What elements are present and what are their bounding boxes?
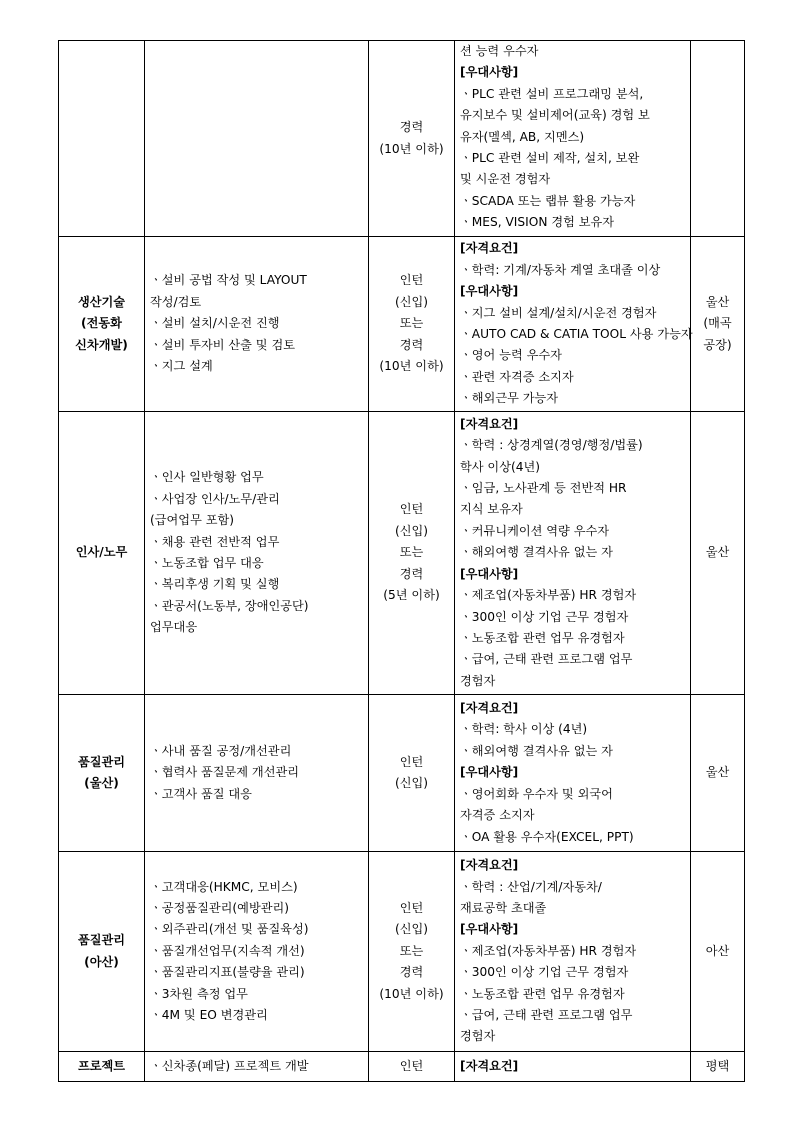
field-name-line: 신차개발)	[75, 337, 128, 352]
duties-list-line: ㆍ설비 설치/시운전 진행	[150, 316, 280, 331]
requirement-line: ㆍ학력: 학사 이상 (4년)	[460, 722, 588, 737]
requirement-line: ㆍ300인 이상 기업 근무 경험자	[460, 609, 629, 624]
requirement-line: 및 시운전 경험자	[460, 172, 551, 187]
work-location-cell	[691, 695, 745, 852]
employment-type-cell	[369, 695, 455, 852]
requirement-line: 재료공학 초대졸	[460, 900, 547, 915]
job-row	[59, 1052, 745, 1082]
work-location-line: 울산	[705, 765, 730, 780]
field-name-line: 생산기술	[77, 294, 126, 309]
employment-type-line: 인턴	[399, 900, 424, 915]
requirement-line: ㆍ학력 : 상경계열(경영/행정/법률)	[460, 438, 643, 453]
requirement-heading: [자격요건]	[460, 701, 519, 716]
requirement-line: ㆍ급여, 근태 관련 프로그램 업무	[460, 1008, 633, 1023]
requirement-line: ㆍ해외여행 결격사유 없는 자	[460, 545, 613, 560]
requirement-line: 학사 이상(4년)	[460, 459, 541, 474]
requirement-heading: [우대사항]	[460, 65, 519, 80]
employment-type-line: 또는	[399, 545, 424, 560]
duties-list-cell	[145, 1052, 369, 1082]
employment-type-line: 또는	[399, 943, 424, 958]
employment-type-cell	[369, 1052, 455, 1082]
job-row	[59, 412, 745, 695]
requirement-heading: [우대사항]	[460, 922, 519, 937]
requirement-line: ㆍPLC 관련 설비 제작, 설치, 보완	[460, 151, 640, 166]
duties-list-line: ㆍ공정품질관리(예방관리)	[150, 900, 290, 915]
employment-type-cell	[369, 237, 455, 412]
job-row	[59, 852, 745, 1052]
duties-list-line: (급여업무 포함)	[150, 513, 235, 528]
duties-list-line: ㆍ지그 설계	[150, 359, 213, 374]
duties-list-line: ㆍ고객사 품질 대응	[150, 786, 252, 801]
requirement-heading: [자격요건]	[460, 241, 519, 256]
duties-list-cell	[145, 852, 369, 1052]
requirement-heading: [우대사항]	[460, 765, 519, 780]
employment-type-line: (10년 이하)	[379, 141, 444, 156]
requirement-line: ㆍ임금, 노사관계 등 전반적 HR	[460, 481, 627, 496]
requirement-line: ㆍ노동조합 관련 업무 유경험자	[460, 986, 625, 1001]
requirements-list-cell	[455, 695, 691, 852]
requirement-line: ㆍSCADA 또는 랩뷰 활용 가능자	[460, 193, 636, 208]
employment-type-cell	[369, 41, 455, 237]
requirement-heading: [자격요건]	[460, 416, 519, 431]
work-location-line: 울산	[705, 294, 730, 309]
duties-list-line: ㆍ복리후생 기획 및 실행	[150, 577, 280, 592]
field-name-line: (아산)	[84, 954, 119, 969]
work-location-cell	[691, 412, 745, 695]
requirement-line: ㆍ급여, 근태 관련 프로그램 업무	[460, 652, 633, 667]
requirement-line: ㆍMES, VISION 경험 보유자	[460, 215, 615, 230]
work-location-cell	[691, 852, 745, 1052]
requirement-line: ㆍ300인 이상 기업 근무 경험자	[460, 965, 629, 980]
requirements-list-cell	[455, 41, 691, 237]
duties-list-line: ㆍ사내 품질 공정/개선관리	[150, 743, 292, 758]
employment-type-line: 경력	[399, 566, 424, 581]
duties-list-line: ㆍ3차원 측정 업무	[150, 986, 248, 1001]
requirement-line: ㆍ제조업(자동차부품) HR 경험자	[460, 588, 637, 603]
employment-type-line: 인턴	[399, 1058, 424, 1073]
duties-list-line: ㆍ신차종(페달) 프로젝트 개발	[150, 1058, 309, 1073]
employment-type-cell	[369, 852, 455, 1052]
requirement-heading: [우대사항]	[460, 284, 519, 299]
requirement-heading: [자격요건]	[460, 858, 519, 873]
requirements-list-cell	[455, 412, 691, 695]
employment-type-line: (신입)	[394, 922, 429, 937]
duties-list-line: ㆍ품질개선업무(지속적 개선)	[150, 943, 305, 958]
job-row	[59, 695, 745, 852]
duties-list-line: ㆍ고객대응(HKMC, 모비스)	[150, 879, 298, 894]
duties-list-line: ㆍ인사 일반형황 업무	[150, 470, 264, 485]
employment-type-line: (신입)	[394, 294, 429, 309]
requirement-line: 지식 보유자	[460, 502, 523, 517]
duties-list-line: 작성/검토	[150, 294, 202, 309]
requirement-heading: [자격요건]	[460, 1058, 519, 1073]
duties-list-line: ㆍ설비 공법 작성 및 LAYOUT	[150, 273, 307, 288]
employment-type-cell	[369, 412, 455, 695]
requirement-line: ㆍ학력 : 산업/기계/자동차/	[460, 879, 602, 894]
employment-type-line: 경력	[399, 965, 424, 980]
work-location-cell	[691, 237, 745, 412]
employment-type-line: (신입)	[394, 776, 429, 790]
duties-list-line: ㆍ4M 및 EO 변경관리	[150, 1008, 268, 1023]
requirement-line: 유자(멜섹, AB, 지멘스)	[460, 129, 585, 144]
field-name-line: (전동화	[81, 316, 122, 331]
field-name-cell	[59, 412, 145, 695]
requirement-line: 션 능력 우수자	[460, 44, 539, 58]
employment-type-line: 인턴	[399, 273, 424, 288]
job-row	[59, 41, 745, 237]
requirement-line: ㆍ관련 자격증 소지자	[460, 369, 574, 384]
employment-type-line: 또는	[399, 316, 424, 331]
requirements-list-cell	[455, 852, 691, 1052]
work-location-cell	[691, 41, 745, 237]
duties-list-line: ㆍ외주관리(개선 및 품질육성)	[150, 922, 309, 937]
field-name-cell	[59, 852, 145, 1052]
employment-type-line: (5년 이하)	[383, 588, 440, 603]
work-location-cell	[691, 1052, 745, 1082]
duties-list-line: 업무대응	[150, 620, 198, 635]
field-name-cell	[59, 41, 145, 237]
employment-type-line: (10년 이하)	[379, 359, 444, 374]
employment-type-line: 인턴	[399, 502, 424, 517]
employment-type-line: (10년 이하)	[379, 986, 444, 1001]
requirement-line: 경험자	[460, 1029, 496, 1044]
field-name-line: (울산)	[84, 776, 119, 790]
requirements-list-cell	[455, 1052, 691, 1082]
requirement-heading: [우대사항]	[460, 566, 519, 581]
employment-type-line: 경력	[399, 120, 424, 135]
job-rows	[59, 41, 745, 1082]
duties-list-line: ㆍ관공서(노동부, 장애인공단)	[150, 598, 309, 613]
requirement-line: 자격증 소지자	[460, 808, 535, 823]
employment-type-line: 경력	[399, 337, 424, 352]
requirement-line: ㆍ영어 능력 우수자	[460, 348, 562, 363]
work-location-line: 울산	[705, 545, 730, 560]
requirement-line: ㆍ영어회화 우수자 및 외국어	[460, 786, 613, 801]
field-name-cell	[59, 695, 145, 852]
duties-list-cell	[145, 237, 369, 412]
field-name-cell	[59, 237, 145, 412]
duties-list-line: ㆍ채용 관련 전반적 업무	[150, 534, 280, 549]
work-location-line: 평택	[705, 1058, 730, 1073]
employment-type-line: (신입)	[394, 523, 429, 538]
work-location-line: (매곡	[703, 316, 732, 331]
duties-list-cell	[145, 412, 369, 695]
job-row	[59, 237, 745, 412]
duties-list-line: ㆍ사업장 인사/노무/관리	[150, 491, 280, 506]
duties-list-cell	[145, 41, 369, 237]
requirement-line: 유지보수 및 설비제어(교육) 경험 보	[460, 108, 650, 123]
requirement-line: ㆍOA 활용 우수자(EXCEL, PPT)	[460, 829, 634, 844]
field-name-line: 품질관리	[77, 933, 126, 948]
field-name-line: 프로젝트	[77, 1058, 126, 1073]
requirement-line: ㆍ커뮤니케이션 역량 우수자	[460, 523, 610, 538]
requirement-line: ㆍ해외근무 가능자	[460, 391, 559, 406]
duties-list-line: ㆍ협력사 품질문제 개선관리	[150, 765, 300, 780]
employment-type-line: 인턴	[399, 754, 424, 769]
requirement-line: ㆍ제조업(자동차부품) HR 경험자	[460, 943, 637, 958]
work-location-line: 아산	[705, 943, 730, 958]
requirement-line: ㆍ학력: 기계/자동차 계열 초대졸 이상	[460, 262, 661, 277]
field-name-line: 인사/노무	[75, 545, 128, 560]
duties-list-cell	[145, 695, 369, 852]
duties-list-line: ㆍ품질관리지표(불량율 관리)	[150, 965, 305, 980]
field-name-cell	[59, 1052, 145, 1082]
requirement-line: ㆍPLC 관련 설비 프로그래밍 분석,	[460, 86, 644, 101]
requirement-line: ㆍAUTO CAD & CATIA TOOL 사용 가능자	[460, 327, 693, 341]
duties-list-line: ㆍ설비 투자비 산출 및 검토	[150, 337, 296, 352]
job-openings-table	[58, 40, 745, 1082]
requirement-line: ㆍ노동조합 관련 업무 유경험자	[460, 630, 625, 645]
duties-list-line: ㆍ노동조합 업무 대응	[150, 556, 264, 570]
requirement-line: 경험자	[460, 673, 496, 688]
requirement-line: ㆍ지그 설비 설계/설치/시운전 경험자	[460, 305, 657, 320]
requirement-line: ㆍ해외여행 결격사유 없는 자	[460, 743, 613, 758]
requirements-list-cell	[455, 237, 691, 412]
field-name-line: 품질관리	[77, 754, 126, 769]
work-location-line: 공장)	[703, 337, 732, 352]
